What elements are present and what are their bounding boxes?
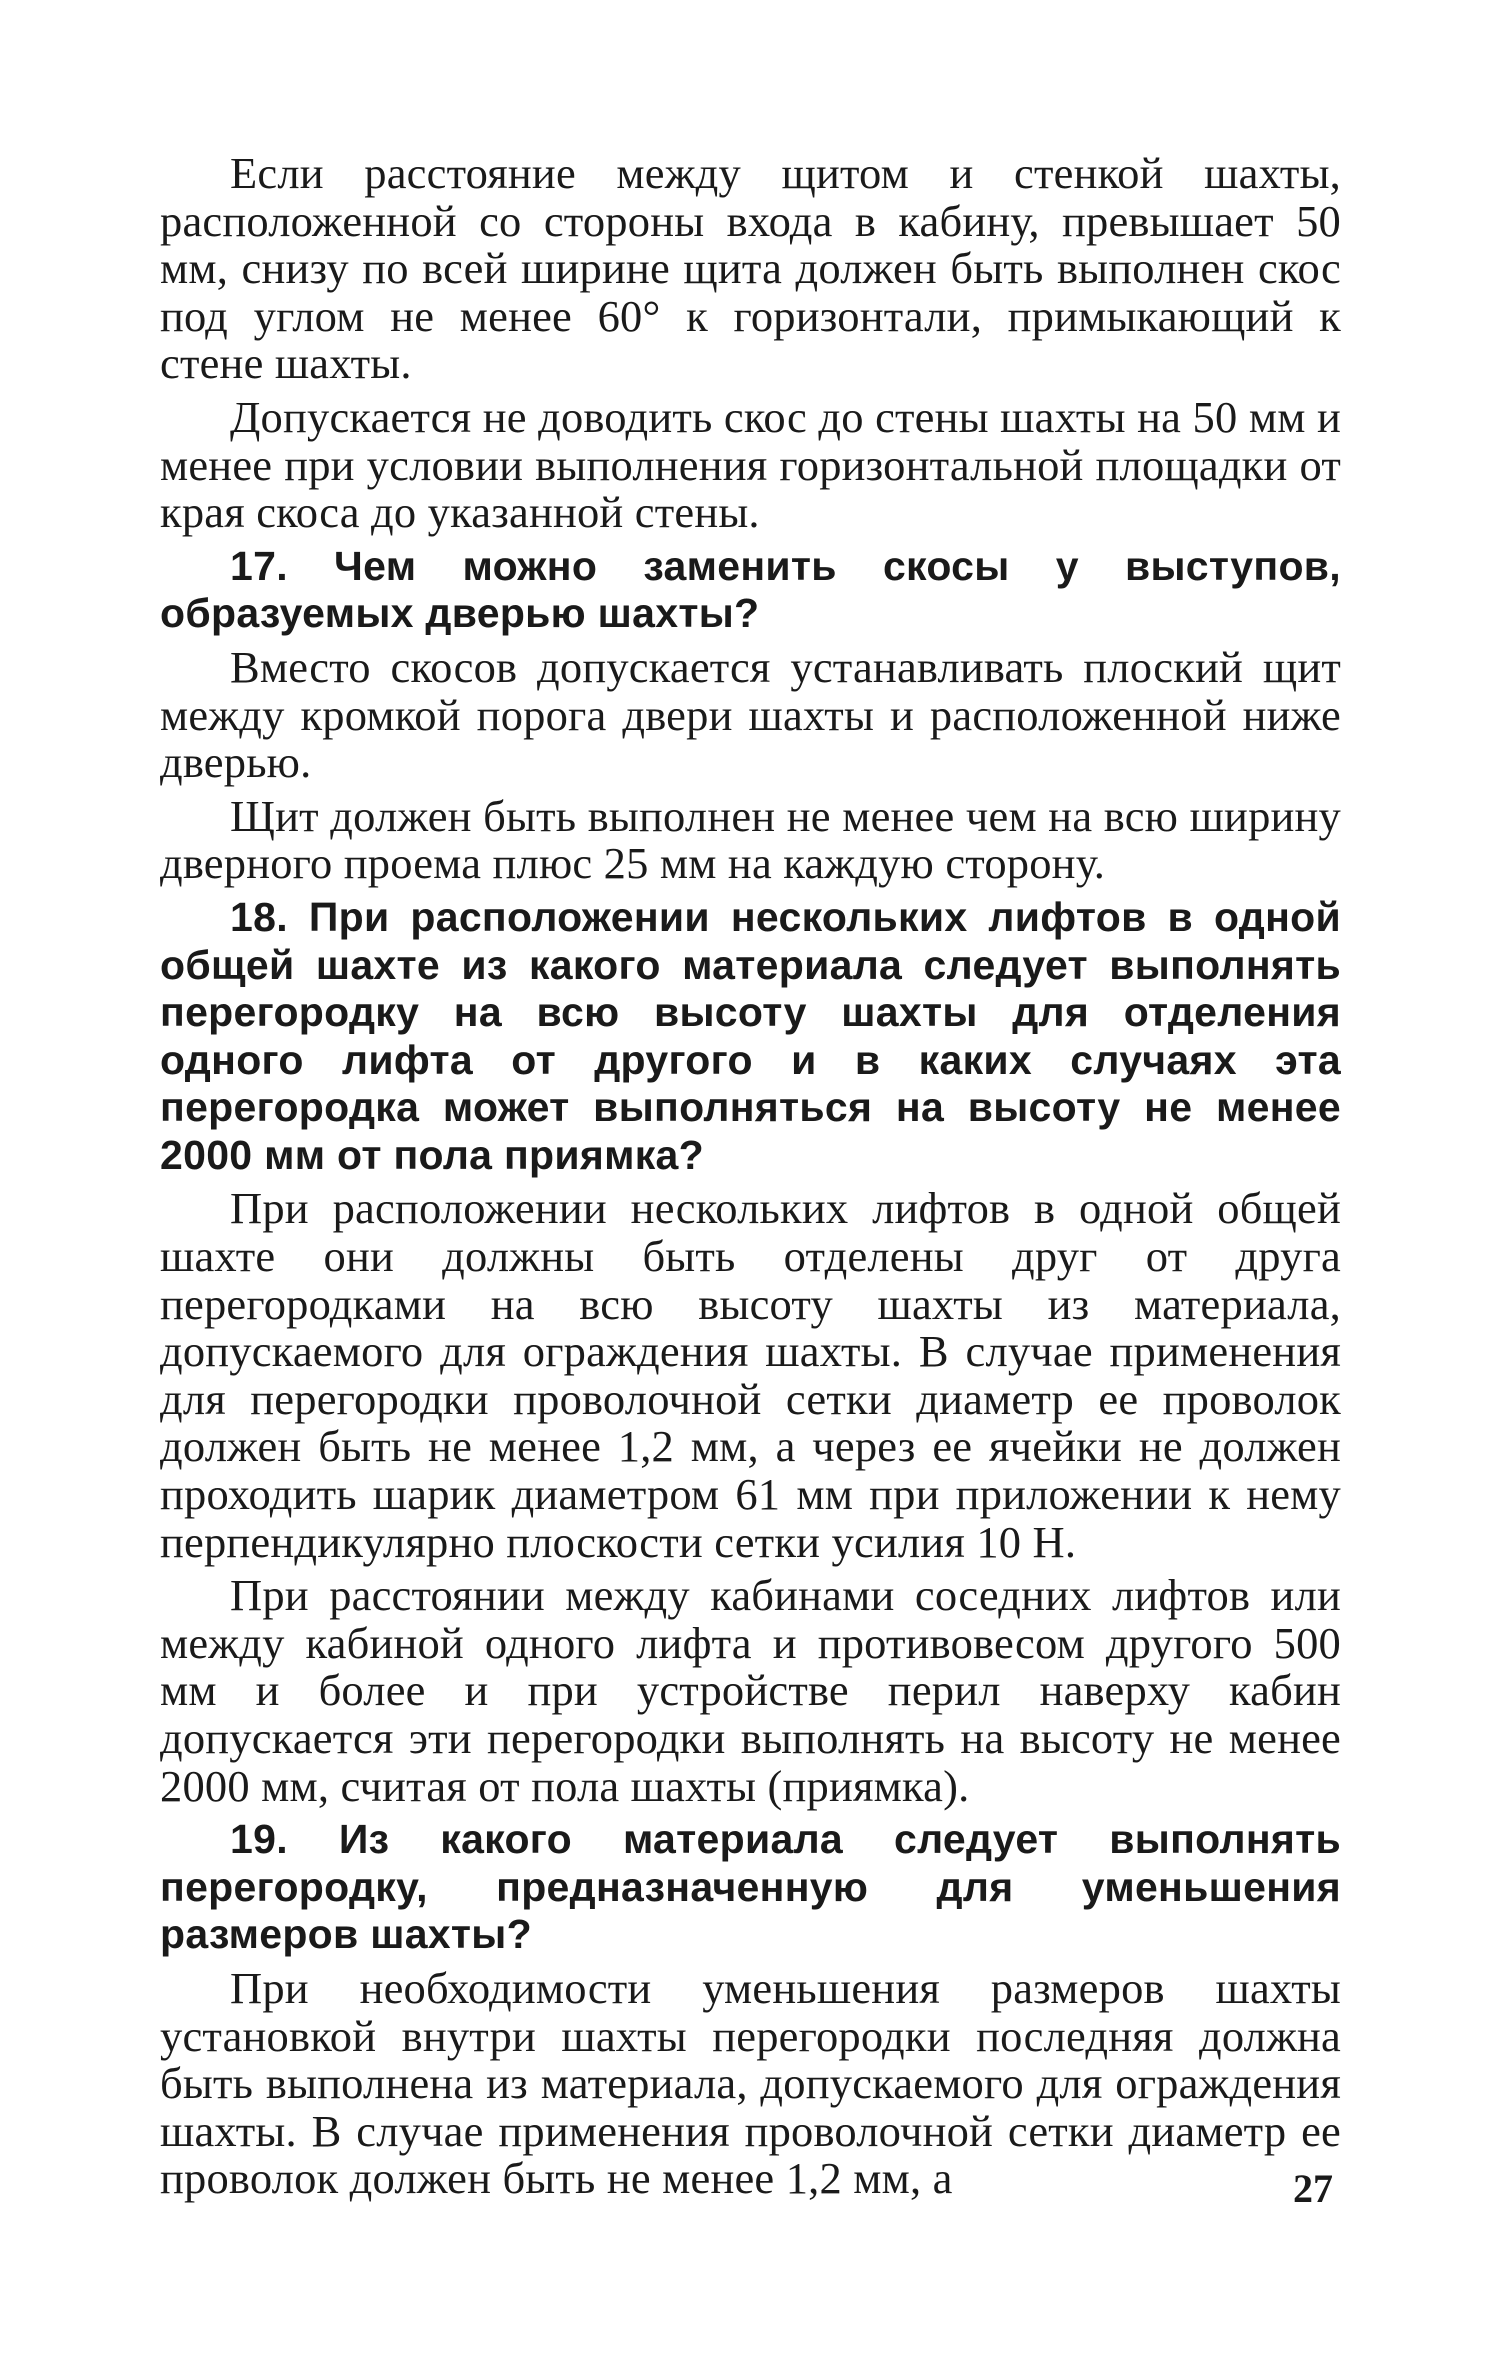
paragraph-shaft-reduction: При необходимости уменьшения размеров шахты установкой внутри шахты перегородки последняя должна быть выполнена из материала, допускаемого для ограждения шахты. В случае применения проволочной сетки диаметр ее проволок должен быть не менее 1,2 мм, а [160, 1962, 1341, 2204]
paragraph-shaft-gap-slope: Если расстояние между щитом и стенкой шахты, расположенной со стороны входа в кабину, превышает 50 мм, снизу по всей ширине щита должен быть выполнен скос под углом не менее 60° к горизонтали, примыкающий к стене шахты. [160, 148, 1341, 389]
question-17: 17. Чем можно заменить скосы у выступов, образуемых дверью шахты? [160, 542, 1341, 637]
paragraph-flat-shield: Вместо скосов допускается устанавливать плоский щит между кромкой порога двери шахты и расположенной ниже дверью. [160, 641, 1341, 788]
paragraph-slope-exception: Допускается не доводить скос до стены шахты на 50 мм и менее при условии выполнения горизонтальной площадки от края скоса до указанной стены. [160, 391, 1341, 538]
question-19: 19. Из какого материала следует выполнять перегородку, предназначенную для уменьшения размеров шахты? [160, 1816, 1341, 1958]
question-18: 18. При расположении нескольких лифтов в одной общей шахте из какого материала следует выполнять перегородку на всю высоту шахты для отделения одного лифта от другого и в каких случаях эта перегородка может выполняться на высоту не менее 2000 мм от пола приямка? [160, 893, 1341, 1178]
paragraph-partition-material: При расположении нескольких лифтов в одной общей шахте они должны быть отделены друг от друга перегородками на всю высоту шахты из материала, допускаемого для ограждения шахты. В случае применения для перегородки проволочной сетки диаметр ее проволок должен быть не менее 1,2 мм, а через ее ячейки не должен проходить шарик диаметром 61 мм при приложении к нему перпендикулярно плоскости сетки усилия 10 Н. [160, 1183, 1341, 1567]
page-number: 27 [1293, 2166, 1333, 2211]
paragraph-partition-height: При расстоянии между кабинами соседних лифтов или между кабиной одного лифта и противовесом другого 500 мм и более и при устройстве перил наверху кабин допускается эти перегородки выполнять на высоту не менее 2000 мм, считая от пола шахты (приямка). [160, 1570, 1341, 1811]
paragraph-shield-width: Щит должен быть выполнен не менее чем на всю ширину дверного проема плюс 25 мм на каждую сторону. [160, 790, 1341, 889]
